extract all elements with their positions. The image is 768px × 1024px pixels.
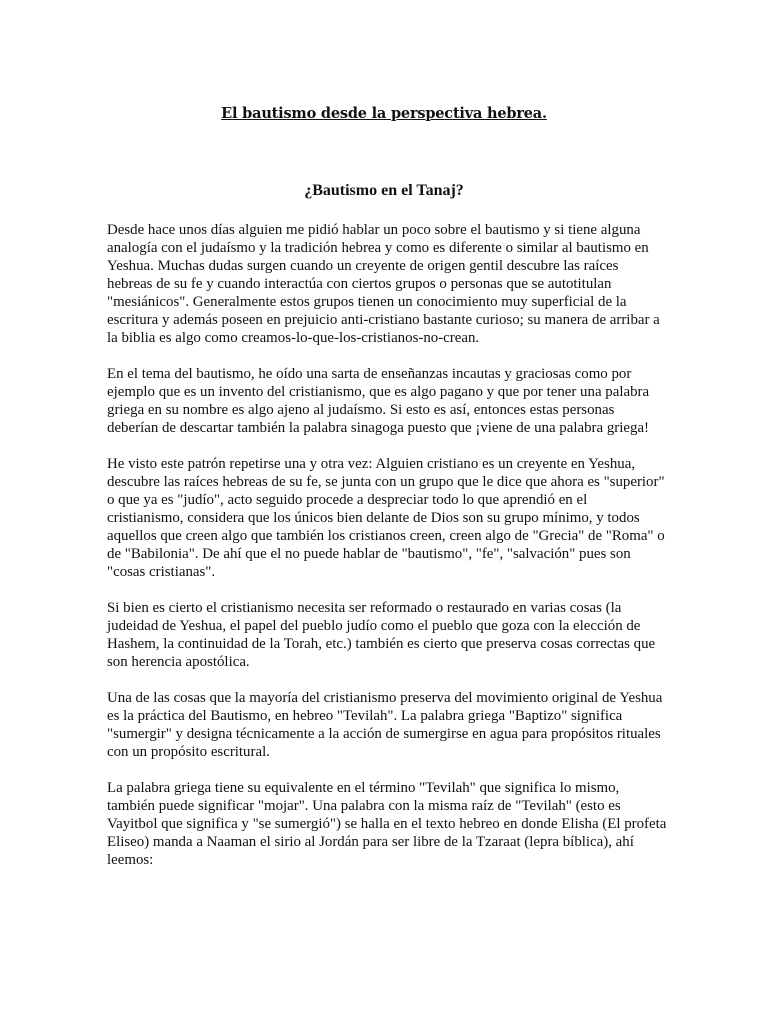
paragraph-3: He visto este patrón repetirse una y otra vez: Alguien cristiano es un creyente en Yeshua, descubre las raíces hebreas de su fe, se junta con un grupo que le dice que ahora es "superior" o que ya es "judío", acto seguido procede a despreciar todo lo que aprendió en el cristianismo, considera que los únicos bien delante de Dios son su grupo mínimo, y todos aquellos que creen algo que también los cristianos creen, creen algo de "Grecia" de "Roma" o de "Babilonia". De ahí que el no puede hablar de "bautismo", "fe", "salvación" pues son "cosas cristianas". [107,456,665,580]
paragraph-6: La palabra griega tiene su equivalente en el término "Tevilah" que significa lo mismo, también puede significar "mojar". Una palabra con la misma raíz de "Tevilah" (esto es Vayitbol que significa y "se sumergió") se halla en el texto hebreo en donde Elisha (El profeta Eliseo) manda a Naaman el sirio al Jordán para ser libre de la Tzaraat (lepra bíblica), ahí leemos: [107,780,667,868]
section-heading: ¿Bautismo en el Tanaj? [304,182,464,199]
document-title: El bautismo desde la perspectiva hebrea. [221,105,547,122]
paragraph-1: Desde hace unos días alguien me pidió hablar un poco sobre el bautismo y si tiene alguna analogía con el judaísmo y la tradición hebrea y como es diferente o similar al bautismo en Yeshua. Muchas dudas surgen cuando un creyente de origen gentil descubre las raíces hebreas de su fe y cuando interactúa con ciertos grupos o personas que se autotitulan "mesiánicos". Generalmente estos grupos tienen un conocimiento muy superficial de la escritura y además poseen en prejuicio anti-cristiano bastante curioso; su manera de arribar a la biblia es algo como creamos-lo-que-los-cristianos-no-crean. [107,222,660,346]
paragraph-5: Una de las cosas que la mayoría del cristianismo preserva del movimiento original de Yeshua es la práctica del Bautismo, en hebreo "Tevilah". La palabra griega "Baptizo" significa "sumergir" y designa técnicamente a la acción de sumergirse en agua para propósitos rituales con un propósito escritural. [107,690,663,760]
paragraph-4: Si bien es cierto el cristianismo necesita ser reformado o restaurado en varias cosas (la judeidad de Yeshua, el papel del pueblo judío como el pueblo que goza con la elección de Hashem, la continuidad de la Torah, etc.) también es cierto que preserva cosas correctas que son herencia apostólica. [107,600,656,670]
document-body [107,221,667,887]
paragraph-2: En el tema del bautismo, he oído una sarta de enseñanzas incautas y graciosas como por ejemplo que es un invento del cristianismo, que es algo pagano y que por tener una palabra griega en su nombre es algo ajeno al judaísmo. Si esto es así, entonces estas personas deberían de descartar también la palabra sinagoga puesto que ¡viene de una palabra griega! [107,366,650,436]
